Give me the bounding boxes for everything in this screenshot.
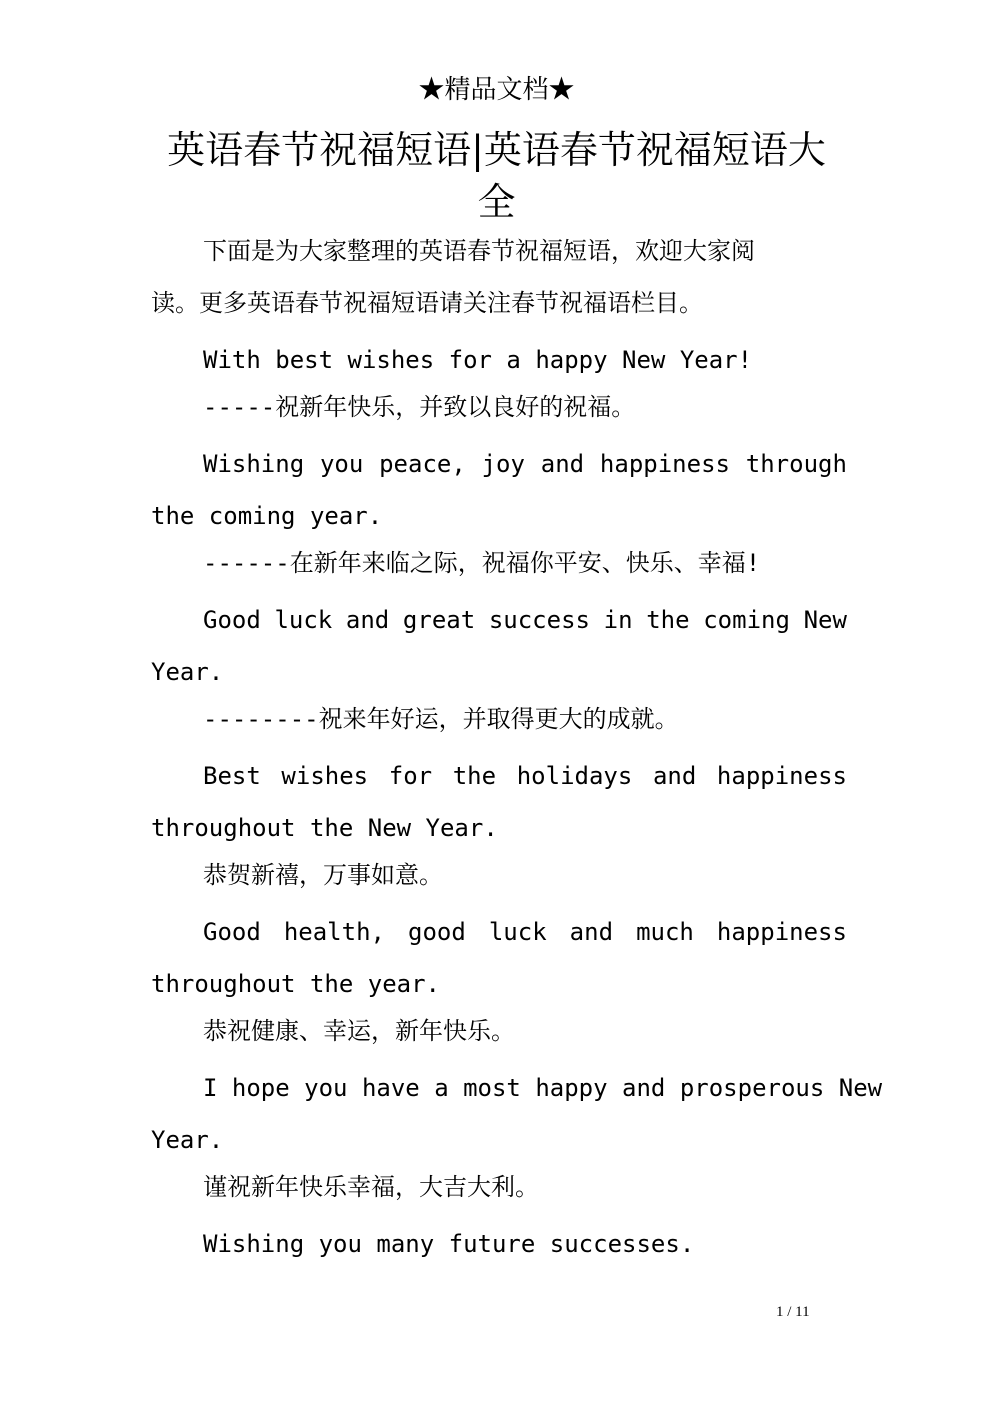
page-title xyxy=(160,124,833,228)
page-number: 1 / 11 xyxy=(776,1304,810,1320)
word: much xyxy=(636,918,694,946)
wish-7-english: Wishing you many future successes. xyxy=(203,1230,695,1258)
intro-line-1: 下面是为大家整理的英语春节祝福短语，欢迎大家阅 xyxy=(203,237,755,265)
word: Wishing xyxy=(203,450,305,478)
word: luck xyxy=(274,606,333,634)
wish-3-chinese: --------祝来年好运，并取得更大的成就。 xyxy=(203,705,679,733)
wish-3-english-line-1 xyxy=(151,604,847,636)
word: coming xyxy=(703,606,790,634)
word: the xyxy=(646,606,690,634)
wish-4-chinese: 恭贺新禧，万事如意。 xyxy=(203,861,443,889)
wish-2-english-line-2: the coming year. xyxy=(151,502,383,530)
word: and xyxy=(540,450,585,478)
wish-6-english-line-2: Year. xyxy=(151,1126,224,1154)
page-header: ★精品文档★ xyxy=(418,75,575,105)
word: Good xyxy=(203,606,261,634)
word: you xyxy=(319,450,364,478)
word: success xyxy=(488,606,590,634)
word: great xyxy=(402,606,476,634)
wish-1-english: With best wishes for a happy New Year! xyxy=(203,346,753,374)
word: New xyxy=(803,606,847,634)
wish-3-english-line-2: Year. xyxy=(151,658,224,686)
wish-5-chinese: 恭祝健康、幸运，新年快乐。 xyxy=(203,1017,515,1045)
wish-5-english-line-2: throughout the year. xyxy=(151,970,440,998)
word: in xyxy=(603,606,633,634)
word: peace, xyxy=(379,450,466,478)
word: the xyxy=(452,762,497,790)
word: health, xyxy=(283,918,385,946)
word: happiness xyxy=(716,762,847,790)
wish-4-english-line-1 xyxy=(151,760,847,792)
wish-2-chinese: ------在新年来临之际，祝福你平安、快乐、幸福! xyxy=(203,549,761,577)
word: joy xyxy=(481,450,525,478)
word: and xyxy=(652,762,697,790)
word: Best xyxy=(203,762,261,790)
intro-line-2: 读。更多英语春节祝福短语请关注春节祝福语栏目。 xyxy=(151,289,703,317)
word: and xyxy=(345,606,390,634)
word: holidays xyxy=(516,762,633,790)
word: wishes xyxy=(281,762,369,790)
word: Good xyxy=(203,918,261,946)
wish-6-chinese: 谨祝新年快乐幸福，大吉大利。 xyxy=(203,1173,539,1201)
wish-6-english-line-1: I hope you have a most happy and prosperous New xyxy=(203,1074,883,1102)
word: happiness xyxy=(716,918,847,946)
word: for xyxy=(388,762,433,790)
word: through xyxy=(745,450,847,478)
title-line-2: 全 xyxy=(477,180,516,224)
word: and xyxy=(569,918,614,946)
word: happiness xyxy=(599,450,730,478)
wish-1-chinese: -----祝新年快乐，并致以良好的祝福。 xyxy=(203,393,636,421)
wish-4-english-line-2: throughout the New Year. xyxy=(151,814,498,842)
wish-2-english-line-1 xyxy=(151,448,847,480)
title-line-1: 英语春节祝福短语|英语春节祝福短语大 xyxy=(167,128,826,172)
word: good xyxy=(408,918,466,946)
wish-5-english-line-1 xyxy=(151,916,847,948)
word: luck xyxy=(488,918,547,946)
